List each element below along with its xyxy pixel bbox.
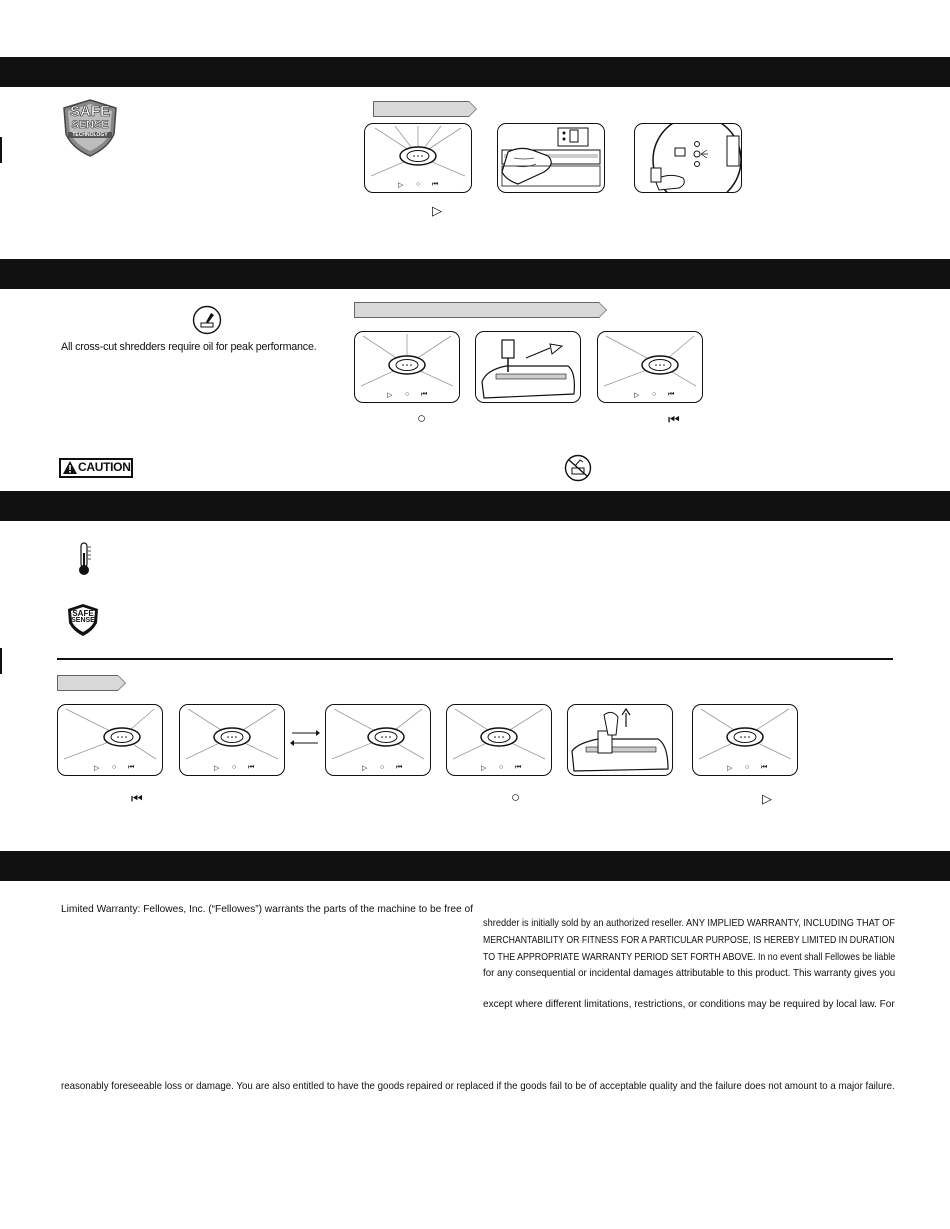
play-icon: ▷ [481,765,487,772]
reverse-symbol: ⏮ [668,412,680,427]
circle-icon: ○ [112,764,117,771]
play-icon: ▷ [727,765,733,772]
section-header-band-2 [0,259,950,289]
circle-icon: ○ [405,391,410,398]
thermometer-icon [76,541,94,577]
divider-line [57,658,893,660]
oil-bottle-illustration [475,331,581,403]
play-icon: ▷ [362,765,368,772]
warranty-line-2: shredder is initially sold by an authorized reseller. ANY IMPLIED WARRANTY, INCLUDING THAT OF [483,917,895,929]
step-arrow-tag [354,302,599,318]
circle-icon: ○ [232,764,237,771]
safe-sense-small-line1: SAFE [72,609,94,618]
oiling-description: All cross-cut shredders require oil for peak performance. [61,341,317,353]
paper-removal-illustration [567,704,673,776]
hand-insert-illustration [497,123,605,193]
margin-mark [0,648,2,674]
circle-icon: ○ [416,181,421,188]
reverse-icon: ⏮ [396,764,403,771]
safe-sense-small-logo [66,603,100,637]
reverse-icon: ⏮ [421,391,428,398]
step-arrow-tag [57,675,118,691]
play-icon: ▷ [398,182,404,189]
play-icon: ▷ [387,392,393,399]
no-aerosol-icon [564,454,592,482]
margin-mark [0,137,2,163]
caution-text: CAUTION [78,460,131,474]
reverse-icon: ⏮ [128,764,135,771]
safe-sense-logo-line1: SAFE [69,103,110,120]
safe-sense-small-line2: SENSE [71,617,95,624]
warranty-line-4: TO THE APPROPRIATE WARRANTY PERIOD SET FORTH ABOVE. In no event shall Fellowes be liable [483,951,896,963]
forward-back-arrows [290,728,320,748]
safe-sense-logo-line3: TECHNOLOGY [68,132,112,138]
oil-icon [192,305,222,335]
reverse-icon: ⏮ [432,181,439,188]
warranty-line-6: except where different limitations, restrictions, or conditions may be required by local law. For [483,998,895,1010]
circle-icon: ○ [499,764,504,771]
reverse-icon: ⏮ [761,764,768,771]
play-icon: ▷ [94,765,100,772]
step-arrow-tag [373,101,469,117]
circle-icon: ○ [380,764,385,771]
safe-sense-logo [60,98,120,158]
reverse-icon: ⏮ [515,764,522,771]
circle-symbol: ○ [417,410,427,427]
section-header-band-4 [0,851,950,881]
circle-icon: ○ [745,764,750,771]
control-panel-illustration [692,704,798,776]
circle-symbol: ○ [511,789,521,806]
control-panel-illustration [57,704,163,776]
reverse-symbol: ⏮ [131,791,143,806]
control-panel-illustration [179,704,285,776]
play-symbol: ▷ [432,203,442,218]
circle-icon: ○ [652,391,657,398]
reverse-icon: ⏮ [248,764,255,771]
warranty-line-7: reasonably foreseeable loss or damage. You are also entitled to have the goods repaired or replaced if the goods fail to be of acceptable quality and the failure does not amount to a major failure. [61,1080,895,1092]
warranty-line-1: Limited Warranty: Fellowes, Inc. (“Fellowes”) warrants the parts of the machine to be free of [61,903,474,915]
play-symbol: ▷ [762,791,772,806]
section-header-band-1 [0,57,950,87]
control-panel-illustration [354,331,460,403]
play-icon: ▷ [214,765,220,772]
reverse-icon: ⏮ [668,391,675,398]
safe-sense-logo-line2: SENSE [71,119,109,131]
control-panel-illustration [325,704,431,776]
section-header-band-3 [0,491,950,521]
play-icon: ▷ [634,392,640,399]
control-panel-illustration [597,331,703,403]
control-panel-illustration [446,704,552,776]
caution-label [59,458,133,478]
warranty-line-5: for any consequential or incidental damages attributable to this product. This warranty gives you [483,967,896,979]
control-panel-illustration [364,123,472,193]
control-zoom-illustration [634,123,742,193]
warranty-line-3: MERCHANTABILITY OR FITNESS FOR A PARTICULAR PURPOSE, IS HEREBY LIMITED IN DURATION [483,934,895,946]
